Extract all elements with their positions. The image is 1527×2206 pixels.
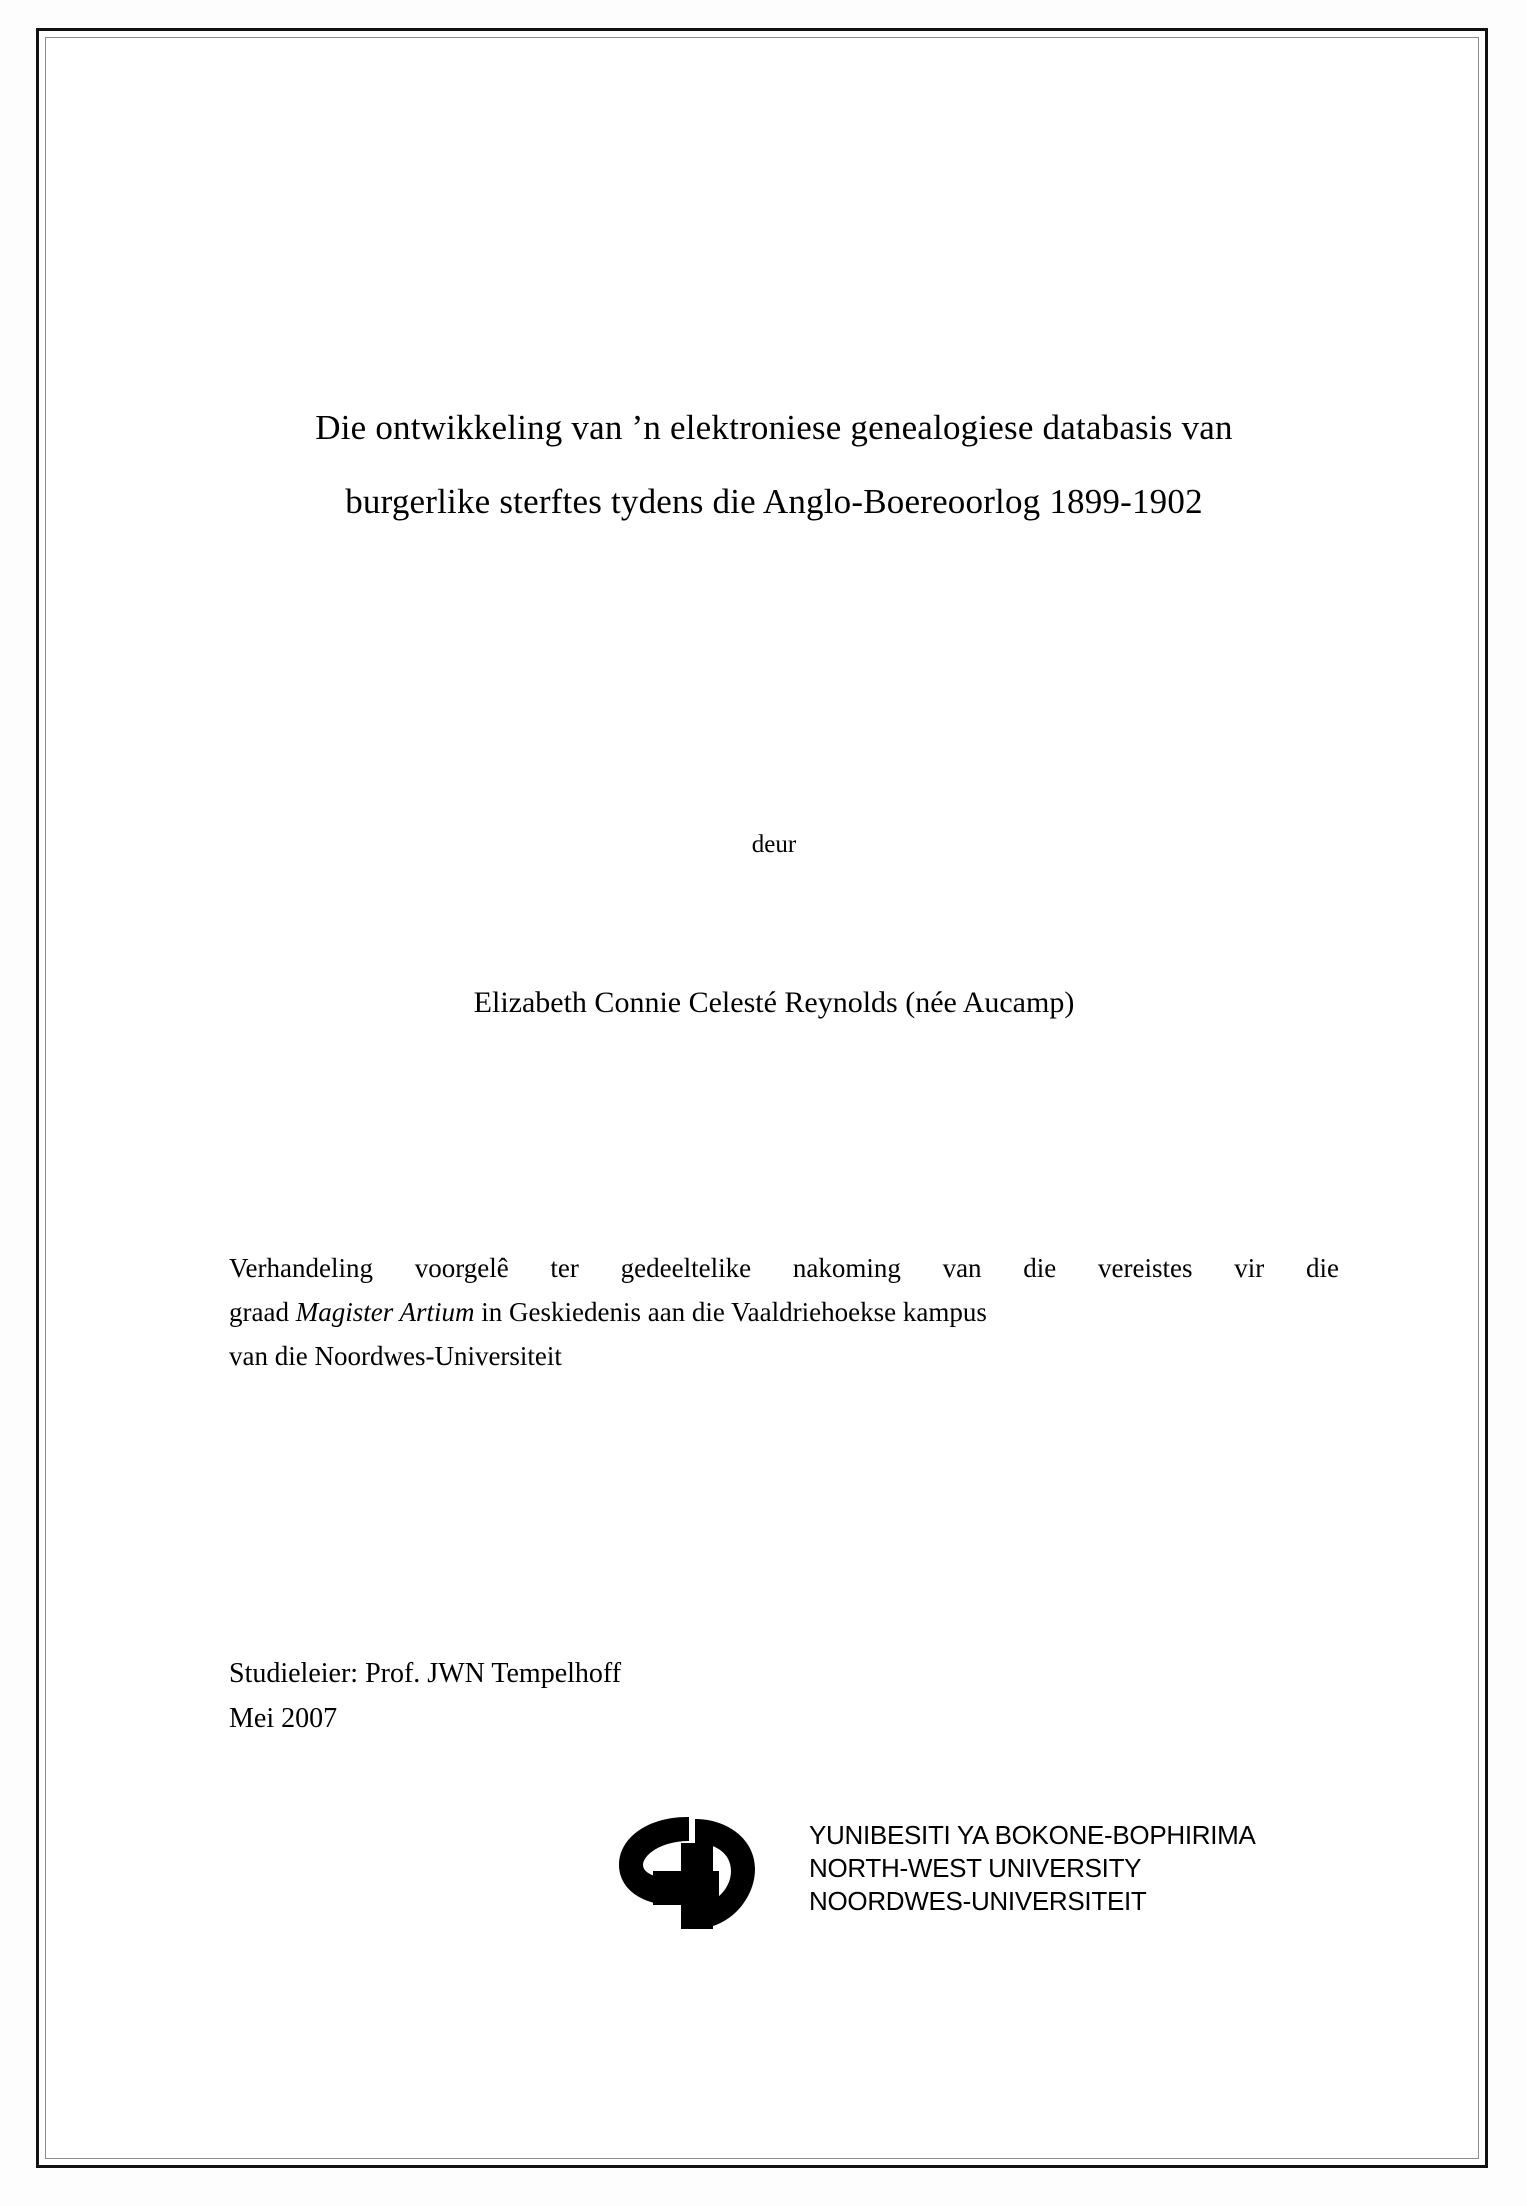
title-line-1: Die ontwikkeling van ’n elektroniese genealogiese databasis van bbox=[315, 408, 1233, 447]
statement-line-2-prefix: graad bbox=[229, 1297, 296, 1327]
statement-line-2 bbox=[229, 1290, 1339, 1334]
author-name: Elizabeth Connie Celesté Reynolds (née Aucamp) bbox=[473, 986, 1075, 1019]
university-logo-text bbox=[809, 1819, 1256, 1918]
title-page-content bbox=[189, 31, 1359, 2171]
statement-line-3: van die Noordwes-Universiteit bbox=[229, 1341, 562, 1371]
date-line: Mei 2007 bbox=[229, 1703, 338, 1734]
university-logo bbox=[609, 1811, 1256, 1941]
statement-line-1: Verhandeling voorgelê ter gedeeltelike nakoming van die vereistes vir die bbox=[229, 1253, 1339, 1283]
byline-label: deur bbox=[751, 831, 797, 858]
logo-text-line-1: YUNIBESITI YA BOKONE-BOPHIRIMA bbox=[809, 1820, 1256, 1850]
degree-statement bbox=[229, 1246, 1339, 1378]
title-line-2: burgerlike sterftes tydens die Anglo-Boereoorlog 1899-1902 bbox=[345, 482, 1203, 521]
degree-name: Magister Artium bbox=[295, 1297, 475, 1327]
logo-text-line-3: NOORDWES-UNIVERSITEIT bbox=[809, 1886, 1147, 1916]
page-border-frame bbox=[36, 28, 1488, 2168]
logo-text-line-2: NORTH-WEST UNIVERSITY bbox=[809, 1853, 1142, 1883]
statement-line-2-suffix: in Geskiedenis aan die Vaaldriehoekse kampus bbox=[474, 1297, 987, 1327]
supervisor-line: Studieleier: Prof. JWN Tempelhoff bbox=[229, 1658, 622, 1689]
north-west-university-logo-mark-icon bbox=[609, 1815, 799, 1933]
supervisor-block bbox=[229, 1651, 1129, 1741]
page-title bbox=[209, 391, 1339, 539]
